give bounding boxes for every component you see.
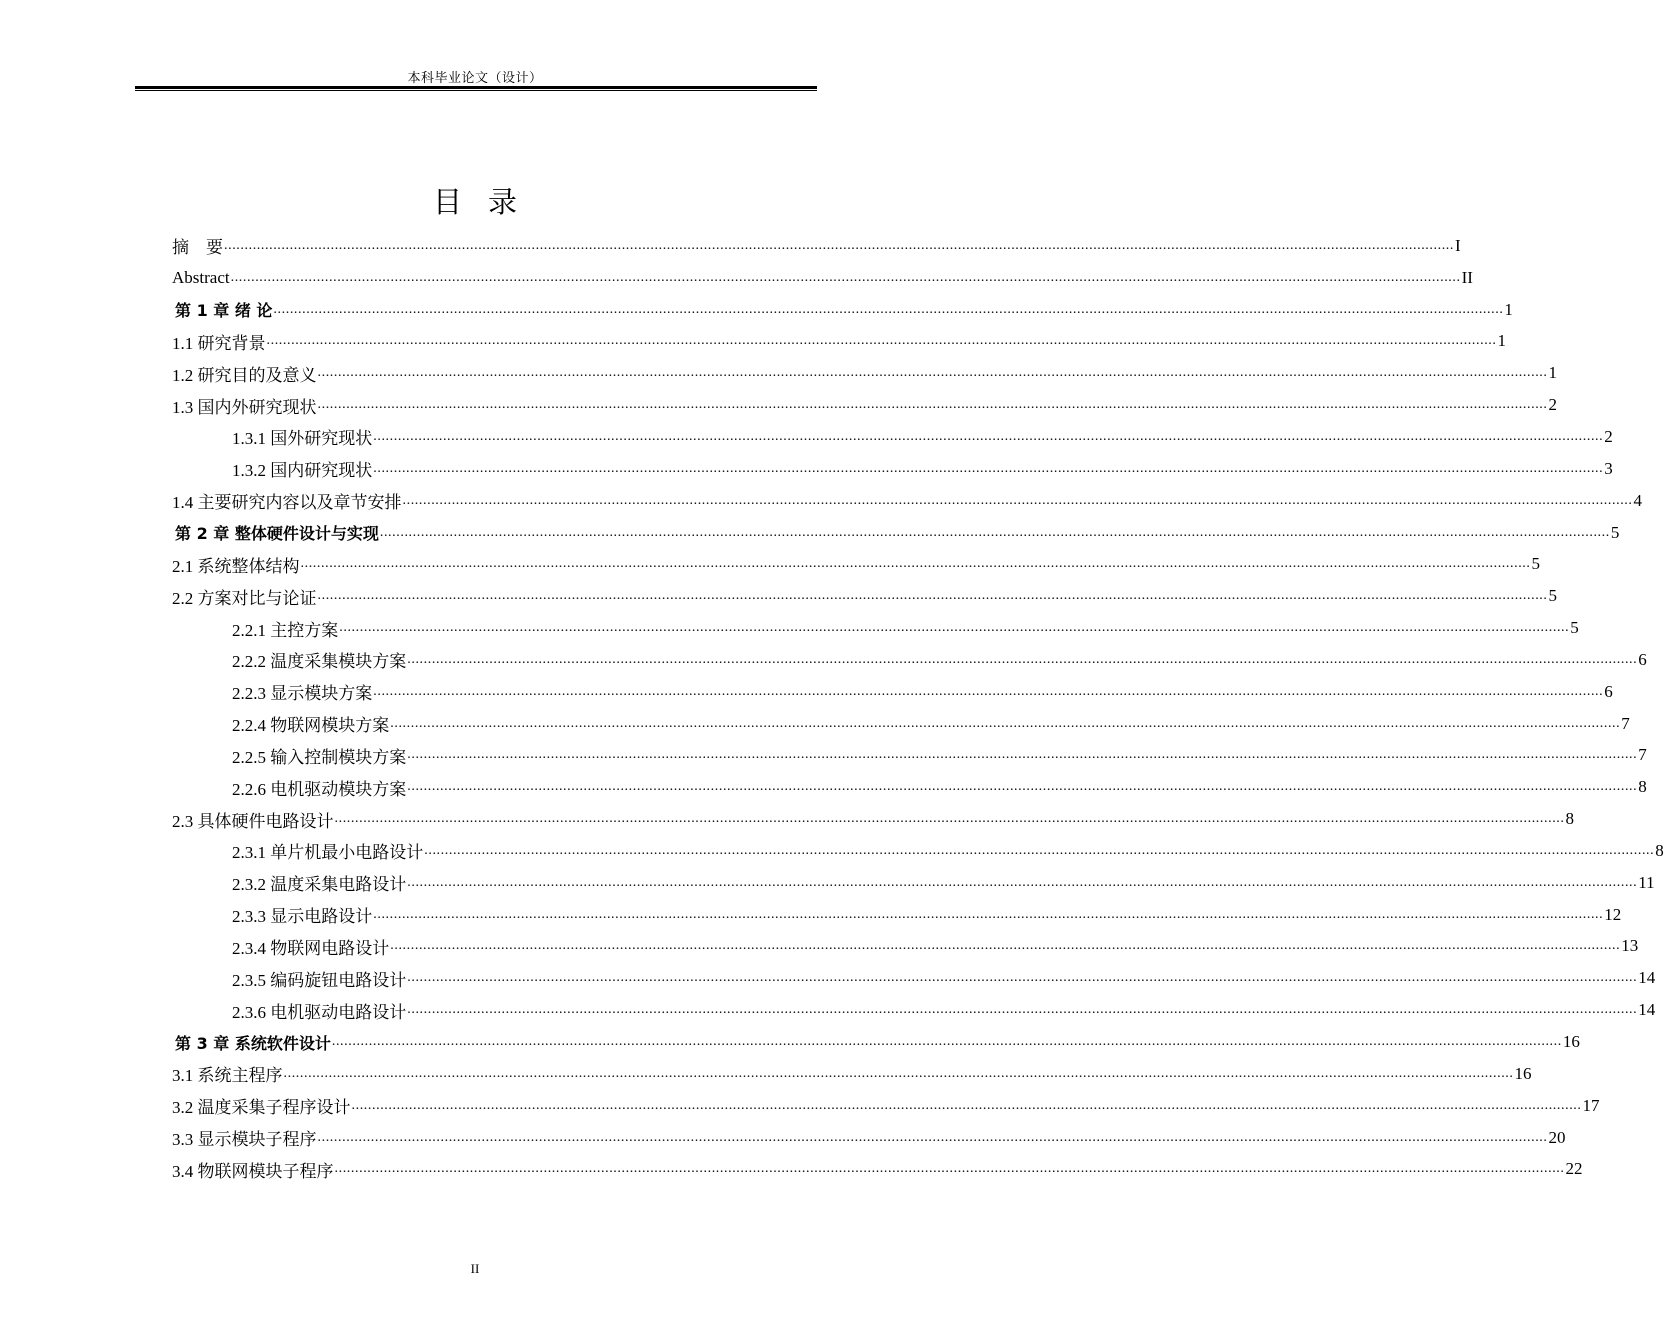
toc-leader-dots: ............................................................................................................................................................................................................................................................................................................ bbox=[407, 651, 1638, 667]
toc-entry-page: 6 bbox=[1638, 649, 1647, 669]
toc-entry-page: 3 bbox=[1604, 458, 1613, 478]
toc-entry-label: 第 2 章 整体硬件设计与实现 bbox=[175, 524, 379, 544]
toc-entry-label: 2.3.5 编码旋钮电路设计 bbox=[232, 970, 407, 990]
toc-leader-dots: ............................................................................................................................................................................................................................................................................................................ bbox=[300, 556, 1531, 572]
page-header: 本科毕业论文（设计） bbox=[407, 70, 543, 85]
toc-leader-dots: ............................................................................................................................................................................................................................................................................................................ bbox=[334, 811, 1565, 827]
toc-entry-page: 1 bbox=[1504, 299, 1513, 319]
toc-entry-label: 2.2.4 物联网模块方案 bbox=[232, 716, 390, 736]
toc-entry-page: 14 bbox=[1638, 1000, 1656, 1020]
toc-entry-label: 2.2.2 温度采集模块方案 bbox=[232, 652, 407, 672]
toc-entry-page: 5 bbox=[1531, 554, 1540, 574]
toc-entry-page: 7 bbox=[1638, 745, 1647, 765]
toc-leader-dots: ............................................................................................................................................................................................................................................................................................................ bbox=[373, 906, 1604, 922]
toc-leader-dots: ............................................................................................................................................................................................................................................................................................................ bbox=[317, 1129, 1548, 1145]
toc-entry[interactable] bbox=[172, 835, 1664, 867]
toc-entry-label: 2.2.5 输入控制模块方案 bbox=[232, 747, 407, 767]
toc-entry-page: 2 bbox=[1548, 395, 1557, 415]
toc-entry-page: 1 bbox=[1497, 331, 1506, 351]
toc-entry[interactable] bbox=[172, 740, 1647, 772]
toc-entry[interactable] bbox=[172, 1122, 1566, 1154]
toc-entry[interactable] bbox=[172, 1058, 1532, 1090]
toc-entry-label: 1.3.2 国内研究现状 bbox=[232, 461, 373, 481]
toc-leader-dots: ............................................................................................................................................................................................................................................................................................................ bbox=[373, 683, 1604, 699]
toc-entry[interactable] bbox=[172, 1090, 1600, 1122]
toc-entry[interactable] bbox=[172, 485, 1642, 517]
toc-entry[interactable] bbox=[172, 262, 1473, 294]
toc-leader-dots: ............................................................................................................................................................................................................................................................................................................ bbox=[331, 1034, 1562, 1050]
toc-entry-label: 2.2.6 电机驱动模块方案 bbox=[232, 779, 407, 799]
toc-entry-label: 1.4 主要研究内容以及章节安排 bbox=[172, 493, 402, 513]
toc-leader-dots: ............................................................................................................................................................................................................................................................................................................ bbox=[334, 1161, 1565, 1177]
toc-entry-page: 2 bbox=[1604, 426, 1613, 446]
toc-entry-label: 3.3 显示模块子程序 bbox=[172, 1130, 317, 1150]
toc-leader-dots: ............................................................................................................................................................................................................................................................................................................ bbox=[424, 842, 1655, 858]
toc-leader-dots: ............................................................................................................................................................................................................................................................................................................ bbox=[373, 428, 1604, 444]
toc-entry-page: 16 bbox=[1562, 1032, 1580, 1052]
toc-leader-dots: ............................................................................................................................................................................................................................................................................................................ bbox=[283, 1065, 1514, 1081]
toc-entry-page: 1 bbox=[1548, 363, 1557, 383]
toc-entry[interactable] bbox=[172, 230, 1461, 262]
toc-entry-label: 2.2.1 主控方案 bbox=[232, 620, 339, 640]
toc-leader-dots: ............................................................................................................................................................................................................................................................................................................ bbox=[351, 1097, 1582, 1113]
toc-entry-page: 12 bbox=[1604, 904, 1622, 924]
toc-leader-dots: ............................................................................................................................................................................................................................................................................................................ bbox=[407, 1002, 1638, 1018]
toc-entry-label: 3.4 物联网模块子程序 bbox=[172, 1161, 334, 1181]
toc-entry[interactable] bbox=[172, 867, 1655, 899]
toc-entry-page: 22 bbox=[1565, 1159, 1583, 1179]
toc-entry-page: 6 bbox=[1604, 681, 1613, 701]
toc-leader-dots: ............................................................................................................................................................................................................................................................................................................ bbox=[379, 524, 1610, 540]
toc-entry-label: 2.3 具体硬件电路设计 bbox=[172, 811, 334, 831]
table-of-contents bbox=[172, 230, 1664, 1185]
toc-entry-page: 4 bbox=[1633, 490, 1642, 510]
toc-entry-label: 3.1 系统主程序 bbox=[172, 1066, 283, 1086]
toc-leader-dots: ............................................................................................................................................................................................................................................................................................................ bbox=[317, 365, 1548, 381]
toc-leader-dots: ............................................................................................................................................................................................................................................................................................................ bbox=[339, 620, 1570, 636]
toc-entry[interactable] bbox=[172, 1026, 1580, 1058]
toc-entry[interactable] bbox=[172, 931, 1639, 963]
toc-entry[interactable] bbox=[172, 580, 1557, 612]
toc-entry[interactable] bbox=[172, 389, 1557, 421]
toc-entry-label: 2.3.1 单片机最小电路设计 bbox=[232, 843, 424, 863]
toc-entry[interactable] bbox=[172, 771, 1647, 803]
toc-entry[interactable] bbox=[172, 803, 1574, 835]
toc-entry[interactable] bbox=[172, 517, 1620, 549]
toc-entry-label: 3.2 温度采集子程序设计 bbox=[172, 1098, 351, 1118]
toc-entry[interactable] bbox=[172, 357, 1557, 389]
toc-entry[interactable] bbox=[172, 548, 1540, 580]
toc-entry-page: 5 bbox=[1570, 618, 1579, 638]
toc-entry-page: 16 bbox=[1514, 1063, 1532, 1083]
toc-leader-dots: ............................................................................................................................................................................................................................................................................................................ bbox=[407, 874, 1638, 890]
toc-entry-label: 2.2.3 显示模块方案 bbox=[232, 684, 373, 704]
toc-entry-page: 8 bbox=[1565, 809, 1574, 829]
toc-leader-dots: ............................................................................................................................................................................................................................................................................................................ bbox=[373, 460, 1604, 476]
toc-entry-page: II bbox=[1461, 267, 1473, 287]
toc-entry[interactable] bbox=[172, 994, 1656, 1026]
toc-title: 目录 bbox=[432, 185, 543, 219]
toc-entry-page: 13 bbox=[1621, 936, 1639, 956]
toc-entry-page: 5 bbox=[1610, 522, 1620, 542]
toc-entry-label: 1.1 研究背景 bbox=[172, 333, 266, 353]
toc-entry[interactable] bbox=[172, 421, 1613, 453]
toc-entry-label: 1.3 国内外研究现状 bbox=[172, 397, 317, 417]
toc-entry-label: 第 3 章 系统软件设计 bbox=[175, 1033, 331, 1053]
toc-leader-dots: ............................................................................................................................................................................................................................................................................................................ bbox=[230, 269, 1461, 285]
toc-entry-label: 2.2 方案对比与论证 bbox=[172, 588, 317, 608]
toc-entry-page: 8 bbox=[1655, 840, 1664, 860]
toc-entry-page: 5 bbox=[1548, 586, 1557, 606]
toc-entry-label: 1.3.1 国外研究现状 bbox=[232, 429, 373, 449]
toc-entry[interactable] bbox=[172, 644, 1647, 676]
toc-entry-page: 20 bbox=[1548, 1127, 1566, 1147]
toc-entry[interactable] bbox=[172, 708, 1630, 740]
toc-leader-dots: ............................................................................................................................................................................................................................................................................................................ bbox=[407, 747, 1638, 763]
toc-leader-dots: ............................................................................................................................................................................................................................................................................................................ bbox=[390, 715, 1621, 731]
toc-leader-dots: ............................................................................................................................................................................................................................................................................................................ bbox=[407, 970, 1638, 986]
toc-entry-label: 2.1 系统整体结构 bbox=[172, 556, 300, 576]
toc-leader-dots: ............................................................................................................................................................................................................................................................................................................ bbox=[266, 333, 1497, 349]
toc-entry-page: 14 bbox=[1638, 968, 1656, 988]
toc-leader-dots: ............................................................................................................................................................................................................................................................................................................ bbox=[273, 301, 1504, 317]
toc-entry-label: 2.3.6 电机驱动电路设计 bbox=[232, 1002, 407, 1022]
toc-entry[interactable] bbox=[172, 294, 1513, 326]
toc-entry-label: 摘 要 bbox=[172, 238, 223, 258]
toc-entry[interactable] bbox=[172, 326, 1506, 358]
toc-entry-page: 11 bbox=[1638, 872, 1655, 892]
toc-entry-label: 1.2 研究目的及意义 bbox=[172, 365, 317, 385]
toc-entry-label: 2.3.4 物联网电路设计 bbox=[232, 938, 390, 958]
toc-entry-label: 2.3.3 显示电路设计 bbox=[232, 907, 373, 927]
toc-leader-dots: ............................................................................................................................................................................................................................................................................................................ bbox=[402, 492, 1633, 508]
toc-entry[interactable] bbox=[172, 962, 1656, 994]
toc-entry-page: I bbox=[1455, 235, 1461, 255]
toc-entry[interactable] bbox=[172, 453, 1613, 485]
toc-entry-label: Abstract bbox=[172, 267, 230, 287]
toc-entry-label: 2.3.2 温度采集电路设计 bbox=[232, 875, 407, 895]
toc-leader-dots: ............................................................................................................................................................................................................................................................................................................ bbox=[317, 397, 1548, 413]
header-rule bbox=[135, 86, 817, 89]
toc-entry[interactable] bbox=[172, 612, 1579, 644]
page-number: II bbox=[470, 1261, 480, 1276]
toc-entry-page: 7 bbox=[1621, 713, 1630, 733]
toc-entry[interactable] bbox=[172, 899, 1622, 931]
toc-entry-label: 第 1 章 绪 论 bbox=[175, 301, 273, 321]
toc-entry-page: 8 bbox=[1638, 777, 1647, 797]
toc-leader-dots: ............................................................................................................................................................................................................................................................................................................ bbox=[224, 237, 1454, 253]
toc-leader-dots: ............................................................................................................................................................................................................................................................................................................ bbox=[390, 938, 1621, 954]
header-rule-thin bbox=[135, 90, 817, 91]
toc-leader-dots: ............................................................................................................................................................................................................................................................................................................ bbox=[317, 588, 1548, 604]
toc-entry[interactable] bbox=[172, 676, 1613, 708]
toc-entry-page: 17 bbox=[1582, 1095, 1600, 1115]
toc-leader-dots: ............................................................................................................................................................................................................................................................................................................ bbox=[407, 779, 1638, 795]
toc-entry[interactable] bbox=[172, 1153, 1583, 1185]
